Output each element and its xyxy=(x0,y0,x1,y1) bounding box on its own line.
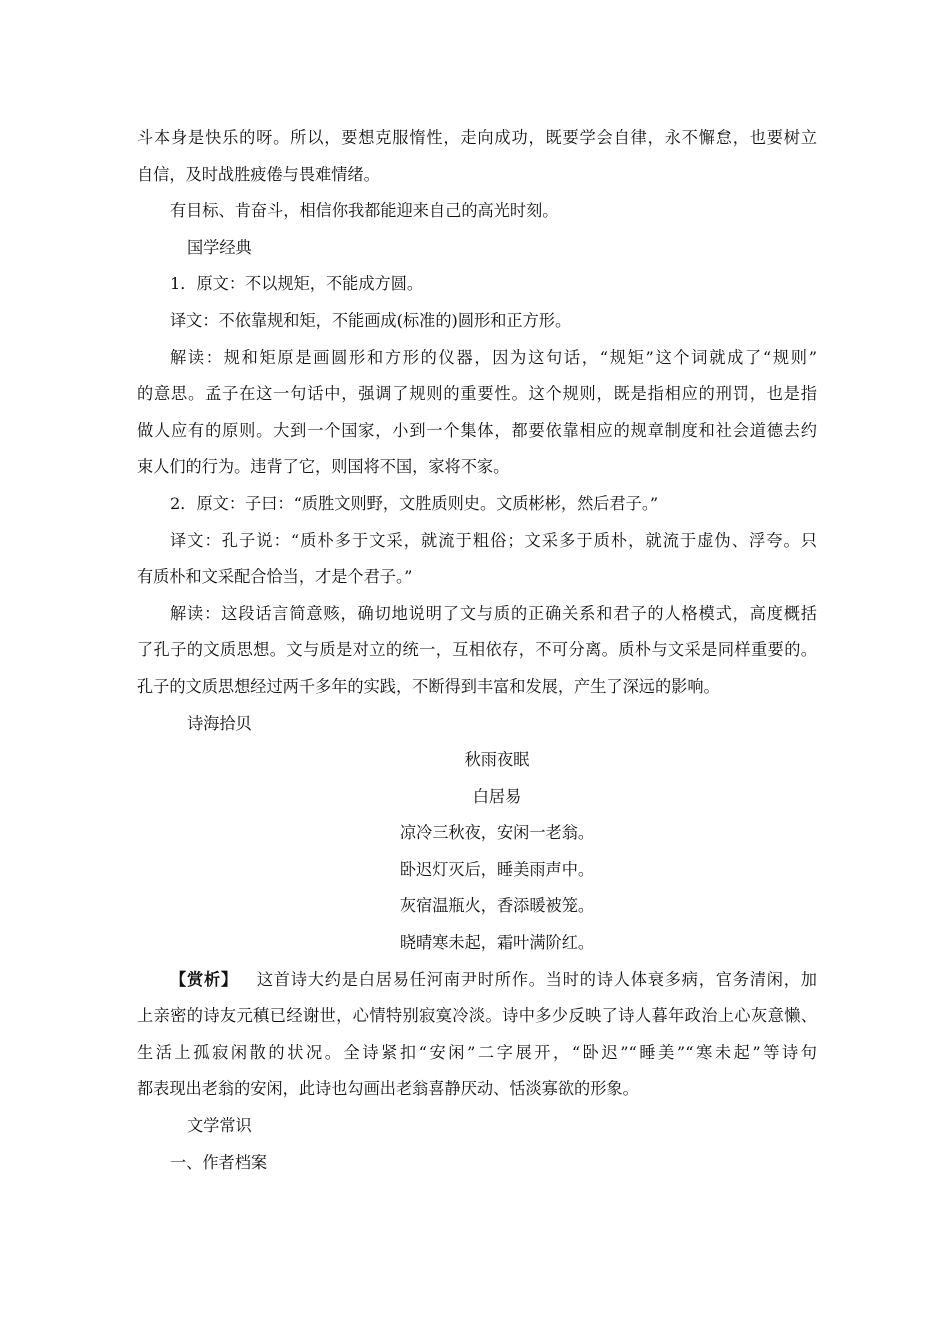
item2-jiedu-line-2: 了孔子的文质思想。文与质是对立的统一，互相依存，不可分离。质朴与文采是同样重要的。 xyxy=(137,640,817,660)
item2-yiwen-line-2: 有质朴和文采配合恰当，才是个君子。” xyxy=(137,567,413,587)
poem-line-2: 卧迟灯灭后，睡美雨声中。 xyxy=(399,859,595,879)
shangxi-label: 【赏析】 xyxy=(170,969,238,989)
item2-jiedu-line-3: 孔子的文质思想经过两千多年的实践，不断得到丰富和发展，产生了深远的影响。 xyxy=(137,676,720,696)
section-title-guoxue: 国学经典 xyxy=(187,237,252,257)
shangxi-line-2: 上亲密的诗友元稹已经谢世，心情特别寂寞冷淡。诗中多少反映了诗人暮年政治上心灰意懒、 xyxy=(137,1006,817,1026)
shangxi-line-1-text: 这首诗大约是白居易任河南尹时所作。当时的诗人体衰多病，官务清闲，加 xyxy=(256,969,817,989)
section-title-wenxue: 文学常识 xyxy=(187,1116,252,1136)
item1-jiedu-line-3: 做人应有的原则。大到一个国家，小到一个集体，都要依靠相应的规章制度和社会道德去约 xyxy=(137,420,817,440)
shangxi-line-3: 生活上孤寂闲散的状况。全诗紧扣“安闲”二字展开，“卧迟”“睡美”“寒未起”等诗句 xyxy=(137,1042,817,1062)
shangxi-line-1 xyxy=(137,962,817,999)
item1-jiedu-line-2: 的意思。孟子在这一句话中，强调了规则的重要性。这个规则，既是指相应的刑罚，也是指 xyxy=(137,384,817,404)
intro-line-2: 自信，及时战胜疲倦与畏难情绪。 xyxy=(137,164,380,184)
item2-yuanwen: 2．原文：子曰：“质胜文则野，文胜质则史。文质彬彬，然后君子。” xyxy=(170,493,659,513)
item1-yiwen: 译文：不依靠规和矩，不能画成(标准的)圆形和正方形。 xyxy=(170,310,572,330)
section-subtitle-zuozhe: 一、作者档案 xyxy=(170,1152,268,1172)
shangxi-line-4: 都表现出老翁的安闲，此诗也勾画出老翁喜静厌动、恬淡寡欲的形象。 xyxy=(137,1079,639,1099)
item1-yuanwen: 1．原文：不以规矩，不能成方圆。 xyxy=(170,274,424,294)
goal-paragraph: 有目标、肯奋斗，相信你我都能迎来自己的高光时刻。 xyxy=(170,201,559,221)
intro-line-1: 斗本身是快乐的呀。所以，要想克服惰性，走向成功，既要学会自律，永不懈怠，也要树立 xyxy=(137,128,817,147)
item2-yiwen-line-1: 译文：孔子说：“质朴多于文采，就流于粗俗；文采多于质朴，就流于虚伪、浮夸。只 xyxy=(170,530,817,550)
poem-line-4: 晓晴寒未起，霜叶满阶红。 xyxy=(399,933,595,953)
document-content xyxy=(137,120,817,1181)
poem-title: 秋雨夜眠 xyxy=(464,750,530,770)
item1-jiedu-line-1: 解读：规和矩原是画圆形和方形的仪器，因为这句话，“规矩”这个词就成了“规则” xyxy=(170,347,817,367)
item2-jiedu-line-1: 解读：这段话言简意赅，确切地说明了文与质的正确关系和君子的人格模式，高度概括 xyxy=(170,603,817,623)
poem-line-3: 灰宿温瓶火，香添暖被笼。 xyxy=(399,896,595,916)
poem-line-1: 凉冷三秋夜，安闲一老翁。 xyxy=(399,823,595,843)
section-title-shihai: 诗海拾贝 xyxy=(187,713,252,733)
item1-jiedu-line-4: 束人们的行为。违背了它，则国将不国，家将不家。 xyxy=(137,457,510,477)
poem-author: 白居易 xyxy=(472,786,522,806)
